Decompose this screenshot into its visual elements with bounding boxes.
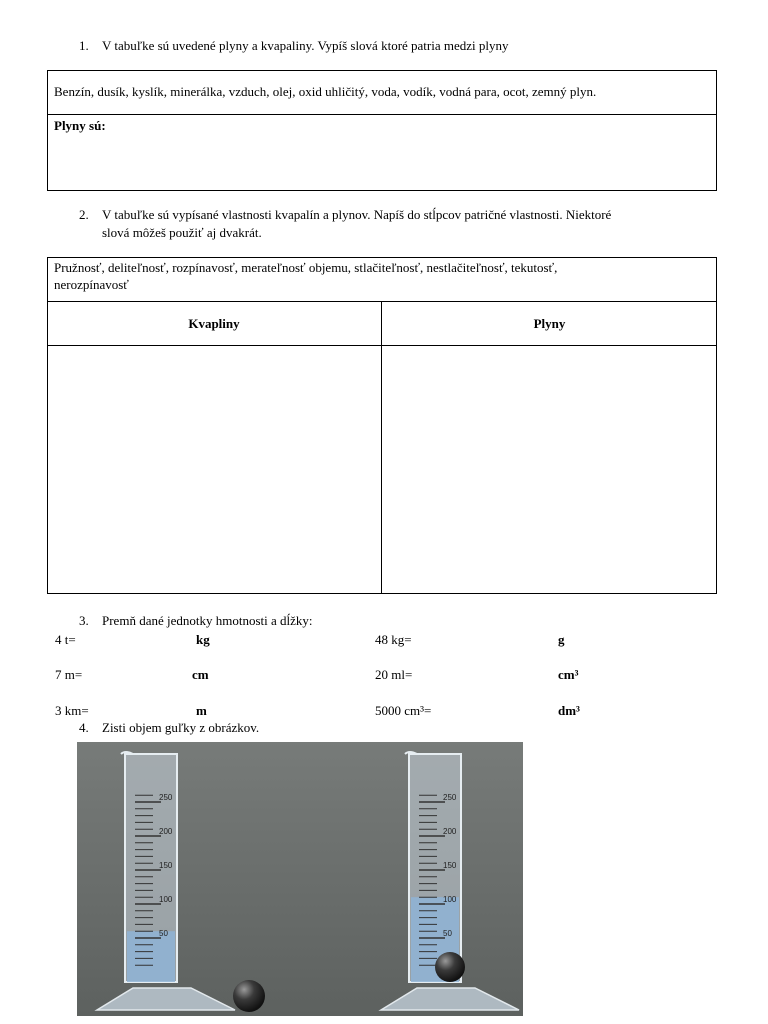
q2-word-list-line1: Pružnosť, deliteľnosť, rozpínavosť, merateľnosť objemu, stlačiteľnosť, nestlačiteľnosť, tekutosť, xyxy=(54,260,558,275)
q2-header-liquids: Kvapliny xyxy=(188,316,240,331)
q1-word-list: Benzín, dusík, kyslík, minerálka, vzduch, olej, oxid uhličitý, voda, vodík, vodná para, ocot, zemný plyn. xyxy=(54,84,597,99)
left-ball xyxy=(233,980,265,1012)
q2-word-list-line2: nerozpínavosť xyxy=(54,277,129,292)
q3-right-expression: 48 kg= xyxy=(375,632,412,647)
q1-answer-area[interactable] xyxy=(50,136,714,188)
q3-right-expression: 5000 cm³= xyxy=(375,703,432,718)
cylinders-photo xyxy=(77,742,523,1016)
q3-right-unit: dm³ xyxy=(558,703,580,718)
cylinder-tick-label: 50 xyxy=(443,929,452,938)
q2-prompt-line2: slová môžeš použiť aj dvakrát. xyxy=(102,225,262,240)
cylinder-tick-label: 150 xyxy=(443,861,457,870)
q2-prompt-line1: V tabuľke sú vypísané vlastnosti kvapalín a plynov. Napíš do stĺpcov patričné vlastnosti. Niektoré xyxy=(102,207,612,222)
cylinder-tick-label: 100 xyxy=(443,895,457,904)
q3-right-expression: 20 ml= xyxy=(375,667,413,682)
q3-left-unit: kg xyxy=(196,632,210,647)
q3-left-expression: 7 m= xyxy=(55,667,83,682)
cylinder-tick-label: 200 xyxy=(443,827,457,836)
q2-column-divider xyxy=(381,301,382,594)
q2-liquids-answer-area[interactable] xyxy=(50,348,378,591)
cylinder-tick-label: 50 xyxy=(159,929,168,938)
q1-answer-label: Plyny sú: xyxy=(54,118,106,133)
cylinder-tick-label: 250 xyxy=(443,793,457,802)
q3-right-unit: cm³ xyxy=(558,667,579,682)
q2-gases-answer-area[interactable] xyxy=(385,348,714,591)
q3-left-unit: cm xyxy=(192,667,209,682)
q3-left-unit: m xyxy=(196,703,207,718)
cylinder-tick-label: 200 xyxy=(159,827,173,836)
q2-header-gases: Plyny xyxy=(533,316,566,331)
right-ball xyxy=(435,952,465,982)
q3-right-unit: g xyxy=(558,632,565,647)
q1-table-divider xyxy=(47,114,717,115)
q3-left-expression: 4 t= xyxy=(55,632,76,647)
cylinder-tick-label: 100 xyxy=(159,895,173,904)
q4-prompt: Zisti objem guľky z obrázkov. xyxy=(102,720,260,735)
cylinder-tick-label: 150 xyxy=(159,861,173,870)
q1-number: 1. xyxy=(79,38,89,53)
q3-number: 3. xyxy=(79,613,89,628)
q2-number: 2. xyxy=(79,207,89,222)
q4-number: 4. xyxy=(79,720,89,735)
q2-table-divider-1 xyxy=(47,301,717,302)
q1-prompt: V tabuľke sú uvedené plyny a kvapaliny. Vypíš slová ktoré patria medzi plyny xyxy=(102,38,509,53)
cylinder-water xyxy=(127,931,175,982)
q2-table-divider-2 xyxy=(47,345,717,346)
cylinder-tick-label: 250 xyxy=(159,793,173,802)
q3-left-expression: 3 km= xyxy=(55,703,89,718)
q3-prompt: Premň dané jednotky hmotnosti a dĺžky: xyxy=(102,613,313,628)
